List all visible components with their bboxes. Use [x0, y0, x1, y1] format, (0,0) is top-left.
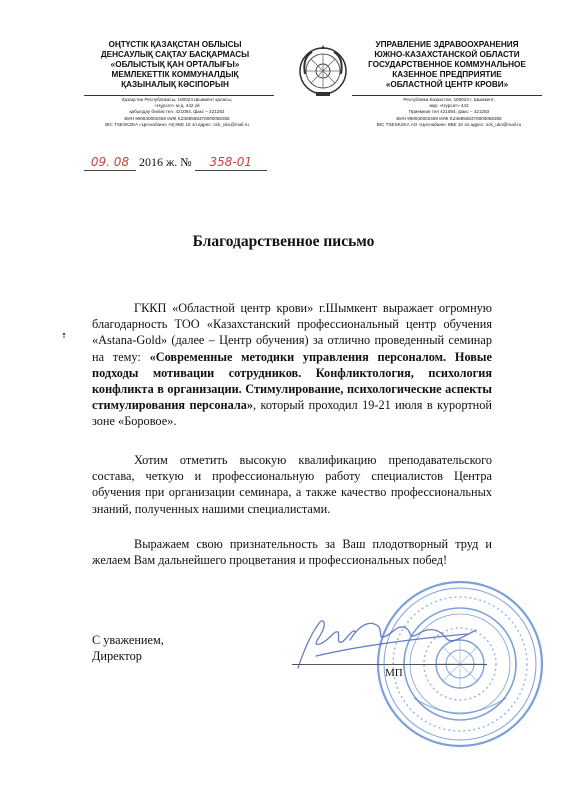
contact-line: Қазақстан Республикасы, 160024 Шымкент қаласы,: [121, 97, 233, 102]
signature-line: [292, 664, 487, 665]
header-right-line: ГОСУДАРСТВЕННОЕ КОММУНАЛЬНОЕ: [368, 60, 526, 69]
contact-line: BIC TSESKZKA АО «Цеснабанк» КБЕ 16 эл.адрес: ock_uko@mail.ru: [376, 121, 522, 127]
number-sign: №: [180, 155, 192, 169]
header-left-contact: [72, 97, 282, 128]
paragraph-gratitude: [92, 300, 492, 430]
header-left-line: ДЕНСАУЛЫҚ САҚТАУ БАСҚАРМАСЫ: [100, 50, 250, 59]
header-left-rule: [84, 95, 274, 96]
header-left-line: «ОБЛЫСТЫҚ ҚАН ОРТАЛЫҒЫ»: [110, 60, 240, 69]
contact-line: Республика Казахстан, 160024 г. Шымкент,: [403, 97, 495, 102]
contact-line: БИН 990940002459 ИИК KZ488568370000058358: [396, 115, 502, 121]
regards-text: С уважением,: [92, 633, 164, 647]
header-left-line: ҚАЗЫНАЛЫҚ КӘСІПОРЫН: [121, 80, 229, 89]
header-right-line: УПРАВЛЕНИЕ ЗДРАВООХРАНЕНИЯ: [375, 40, 519, 49]
year-text: 2016 ж.: [139, 155, 178, 169]
header-left-line: ОҢТҮСТІК ҚАЗАҚСТАН ОБЛЫСЫ: [108, 40, 242, 49]
seal-place-mark: МП: [385, 667, 403, 679]
contact-line: Приемная тел 421084, факс – 421283: [408, 109, 490, 115]
date-field: [84, 155, 136, 171]
number-handwritten: 358-01: [209, 155, 252, 169]
contact-line: «Нұрсәт» м-д, 442 үй: [154, 103, 200, 109]
header-right-rule: [352, 95, 542, 96]
number-field: [195, 155, 267, 171]
paragraph-wishes: [92, 536, 492, 568]
header-right-line: ЮЖНО-КАЗАХСТАНСКОЙ ОБЛАСТИ: [374, 50, 520, 59]
paragraph-text: , который проходил 19-21 июля в курортной зоне «Боровое».: [92, 398, 492, 429]
header-right-org-name: [352, 40, 542, 90]
contact-line: БИН 990940002459 ИИК KZ488568370000058358: [124, 115, 230, 121]
signatory-position: Директор: [92, 649, 142, 663]
letter-title: Благодарственное письмо: [192, 233, 375, 250]
document-dateline: [84, 155, 267, 171]
contact-line: мкр. «Нурсат» 442: [429, 103, 469, 109]
paragraph-text: ГККП «Областной центр крови» г.Шымкент выражает огромную благодарность ТОО «Казахстанский профессиональный центр обучения «Astana-Gold» (далее – Центр обучения) за отлично проведенный семинар на тему:: [92, 301, 492, 364]
closing-block: [92, 632, 164, 664]
contact-line: BIC TSESKZKA «Цеснабанк» АҚ КБЕ 16 эл.адрес: ock_uko@mail.ru: [105, 121, 249, 127]
paragraph-text: Выражаем свою признательность за Ваш плодотворный труд и желаем Вам дальнейшего процветания и профессиональных побед!: [92, 537, 492, 568]
header-left-line: МЕМЛЕКЕТТІК КОММУНАЛДЫҚ: [111, 70, 239, 79]
header-left-org-name: [80, 40, 270, 90]
header-right-line: «ОБЛАСТНОЙ ЦЕНТР КРОВИ»: [385, 80, 509, 89]
contact-line: қабылдау бөлімі тел. 421084, факс – 421283: [129, 109, 225, 115]
scan-speck: [62, 325, 66, 331]
paragraph-text: Хотим отметить высокую квалификацию преподавательского состава, четкую и профессиональную работу специалистов Центра обучения при организации семинара, а также качество профессиональных знаний, полученных нашими специалистами.: [92, 453, 492, 516]
header-right-line: КАЗЕННОЕ ПРЕДПРИЯТИЕ: [392, 70, 502, 79]
date-handwritten: 09. 08: [90, 155, 130, 169]
kazakhstan-state-emblem-icon: [298, 44, 348, 98]
seminar-topic: «Современные методики управления персоналом. Новые подходы мотивации сотрудников. Конфликтология, психология конфликта в организации. Стимулирование, психологические аспекты стимулирования персонала»: [92, 349, 492, 413]
paragraph-appreciation: [92, 452, 492, 517]
header-right-contact: [344, 97, 554, 128]
